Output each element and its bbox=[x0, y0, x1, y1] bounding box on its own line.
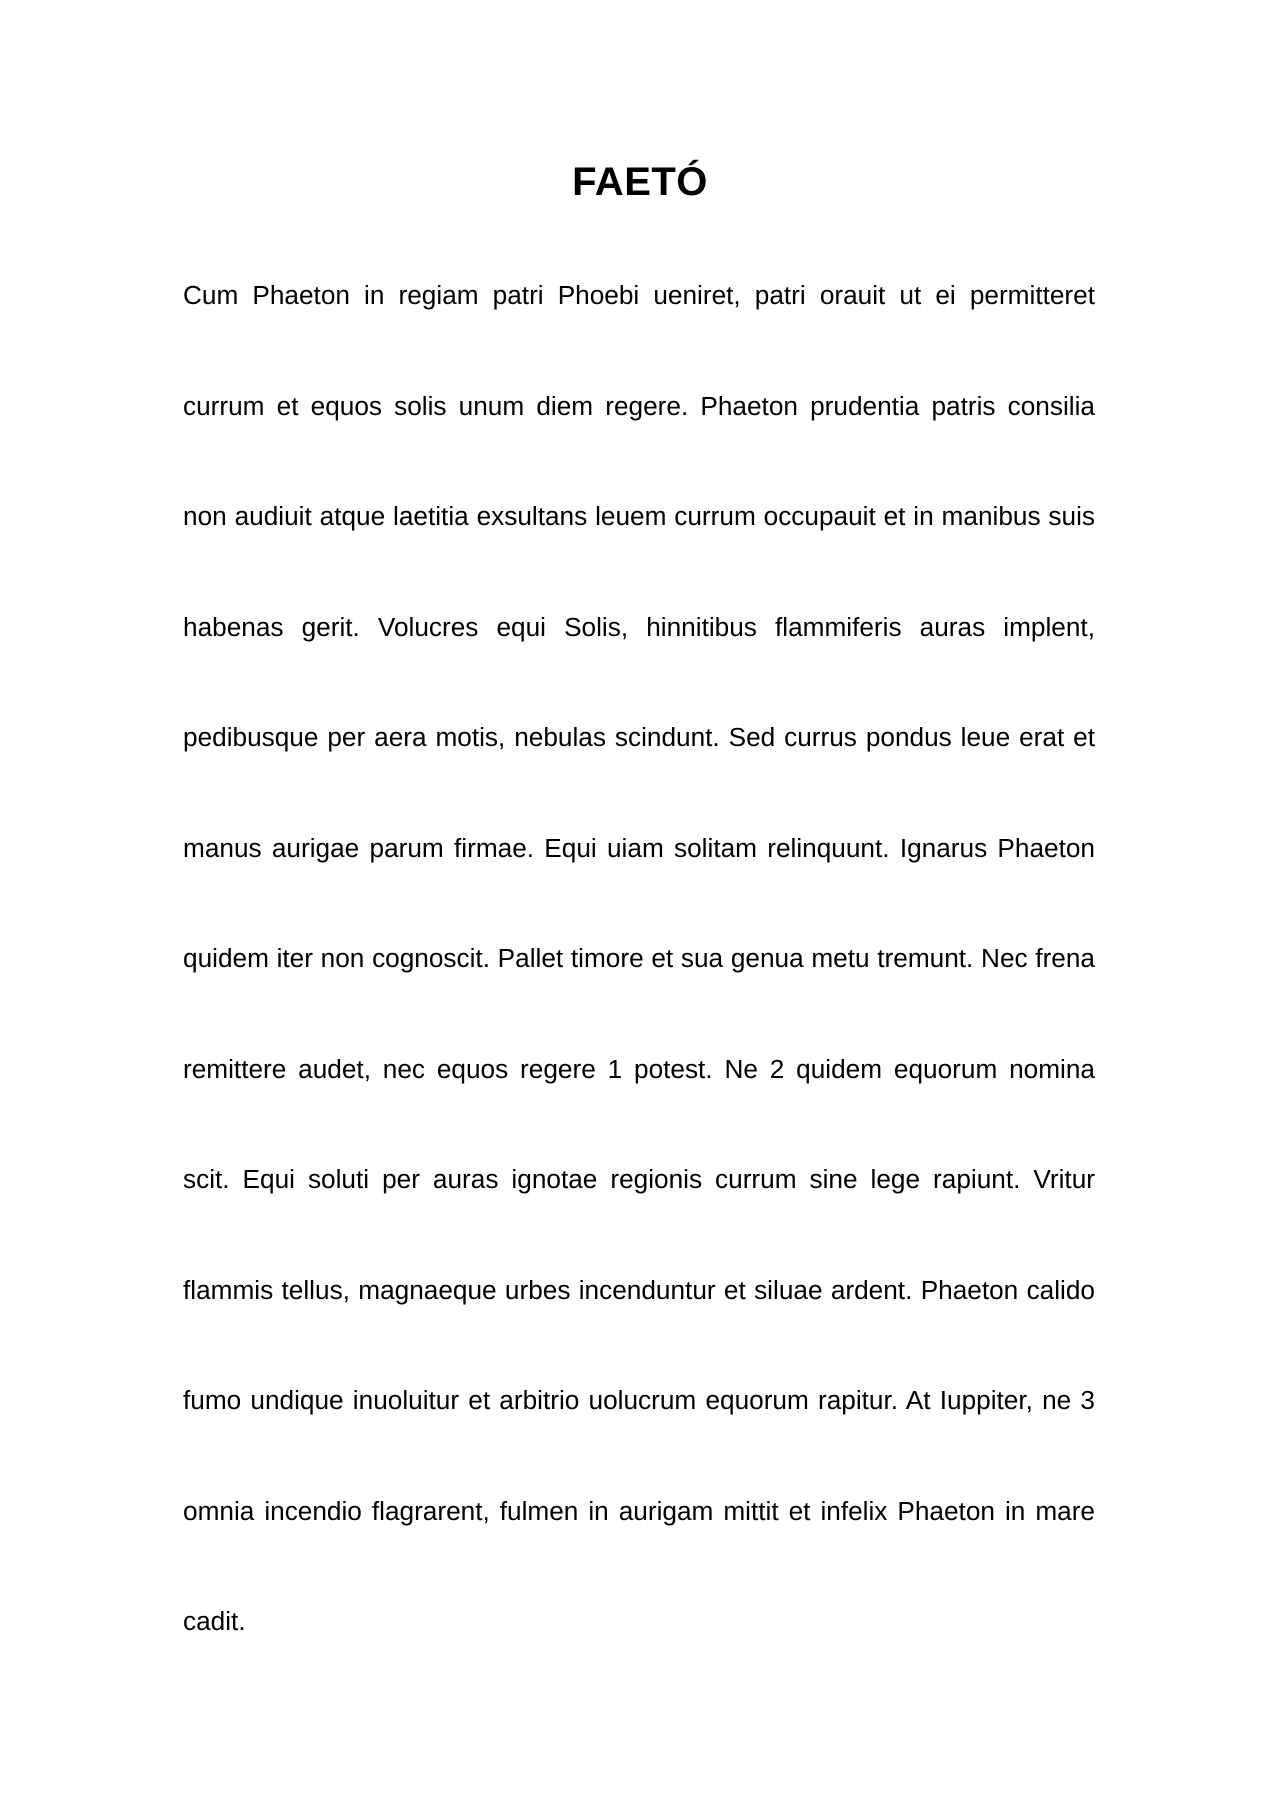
document-title: FAETÓ bbox=[572, 160, 708, 204]
document-body-paragraph: Cum Phaeton in regiam patri Phoebi ueniret, patri orauit ut ei permitteret currum et equos solis unum diem regere. Phaeton prudentia patris consilia non audiuit atque laetitia exsultans leuem currum occupauit et in manibus suis habenas gerit. Volucres equi Solis, hinnitibus flammiferis auras implent, pedibusque per aera motis, nebulas scindunt. Sed currus pondus leue erat et manus aurigae parum firmae. Equi uiam solitam relinquunt. Ignarus Phaeton quidem iter non cognoscit. Pallet timore et sua genua metu tremunt. Nec frena remittere audet, nec equos regere 1 potest. Ne 2 quidem equorum nomina scit. Equi soluti per auras ignotae regionis currum sine lege rapiunt. Vritur flammis tellus, magnaeque urbes incenduntur et siluae ardent. Phaeton calido fumo undique inuoluitur et arbitrio uolucrum equorum rapitur. At Iuppiter, ne 3 omnia incendio flagrarent, fulmen in aurigam mittit et infelix Phaeton in mare cadit. bbox=[183, 280, 1095, 1636]
